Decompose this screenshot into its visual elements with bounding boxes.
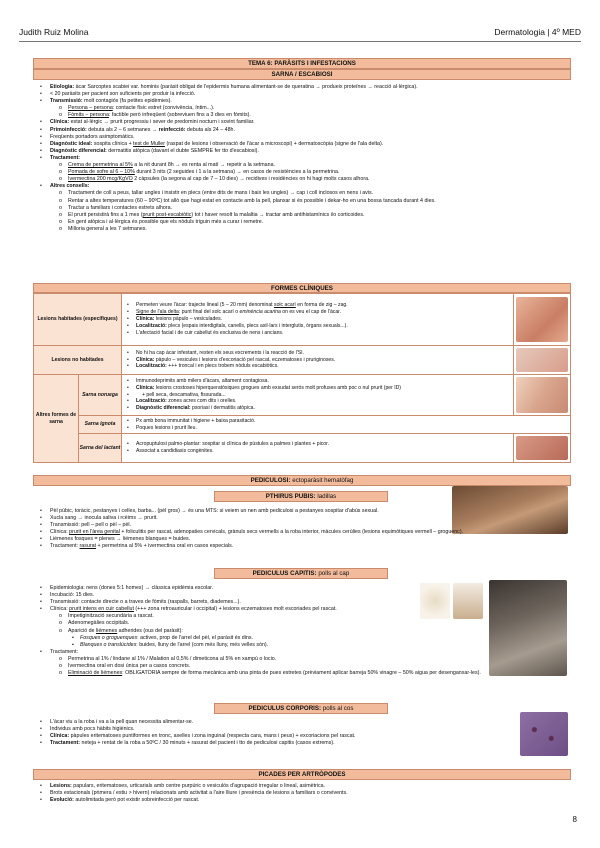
list-item: o El prurit persistirà fins a 1 mes (prurit post-escabiòtic) tot i haver resolt la malaltia → tractar amb antihistamínics i/o corticoides. — [40, 212, 560, 219]
list-item: • Transmissió: molt contagiós (fa petites epidèmies). — [40, 98, 560, 105]
table-row: Sarna del lactant • Acropuptulosi palmo-plantar: sospitar si clínica de pústules a palmes i plantes + picor. • Associat a candidiasis congènites. — [34, 434, 571, 463]
list-item: • Etiologia: àcar Sarcoptes scabiei var. hominis (paràsit obligat de l'epidermis humana alimentant-se de queratina → produeix proteïnes → reacció al·lèrgica). — [40, 84, 560, 91]
page-number: 8 — [572, 815, 577, 824]
noruega-label: Sarna noruega — [79, 375, 122, 416]
sarna-list — [40, 84, 560, 233]
list-item: • Epidemiologia: nens (dones 5:1 homes) → clàssica epidèmia escolar. — [40, 585, 560, 592]
altres-label: Altres formes de sarna — [34, 375, 79, 463]
formes-title-bar — [33, 283, 571, 293]
list-item: o Ivermectina 200 mcg/KgVO 2 càpsules (la segona al cap de 7 – 10 dies) → recidives i residències on hi hagi molts casos alhora. — [40, 176, 560, 183]
list-item: • Clínica: prurit intens en cuir cabellut (+++ zona retroauricular i occipital) + lesions eczematoses molt escoriades pel rascat. — [40, 606, 560, 613]
list-item: • Tractament: — [40, 155, 560, 162]
formes-table — [33, 293, 571, 463]
list-item: • Lesions: papulars, eritematoses, urticarials amb centre purpúric o vesiculós d'agrupació irregular o lineal, asimètrica. — [40, 783, 560, 790]
tema-title-bar — [33, 58, 571, 69]
picades-title: PICADES PER ARTRÒPODES — [258, 771, 346, 778]
list-item: • Clínica: pàpules eritematoses puntiformes en tronc, axelles i zona inguinal (respecta cara, mans i peus) + excoriacions pel rascat. — [40, 733, 560, 740]
list-item: • Tractament: neteja + rentat de la roba a 50ºC / 30 minuts + rasurat del pacient i tto de pediculosi capitis (casos extrems). — [40, 740, 560, 747]
list-item: o Rentar a altes temperatures (60 – 90ºC) tot allò que hagi estat en contacte amb la pell, planxar si és possible i dekar-ho en una bossa tancada durant 4 dies. — [40, 198, 560, 205]
list-item: o Tractament de coll a peus, tallar ungles i insistir en plecs (entre dits de mans i baix les ungles) → cap i coll inclosos en nens i avis. — [40, 190, 560, 197]
list-item: • Incubació: 15 dies. — [40, 592, 560, 599]
list-item: • Clínica: prurit en l'àrea genital + foliculitis per rascat, adenopaties cervicals, grànuls secs vermells a la roba interior, màcules cerúlies (lesions equimòtiques vermell – groguenc). — [40, 529, 560, 536]
infant-scabies-photo — [516, 436, 568, 460]
list-item: ▪ Fosques o groguenques: actives, prop de l'arrel del pèl, el paràsit és dins. — [40, 635, 560, 642]
list-item: o Eliminació de liémenes: OBLIGATORIA sempre de forma mecànica amb una pinta de pues estretes (prèviament aplicar barreja 50% vinagre – 50% aigua per desenganxar-les). — [40, 670, 560, 677]
author-name: Judith Ruiz Molina — [19, 27, 89, 37]
pediculosi-title: PEDICULOSI: — [250, 477, 291, 484]
corporis-title-bar: PEDICULUS CORPORIS: polls al cos — [214, 703, 388, 714]
corporis-list — [40, 719, 560, 747]
sarna-title-bar — [33, 69, 571, 80]
picades-title-bar — [33, 769, 571, 780]
list-item: • Brots estacionals (primera / estiu > hivern) relacionats amb activitat a l'aire lliure i presència de lesions a familiars o convivents. — [40, 790, 560, 797]
pthirus-title-bar: PTHIRUS PUBIS: ladillas — [214, 491, 388, 502]
scabies-nodules-photo — [516, 348, 568, 372]
list-item: • Xucla sang → inocula saliva i rcèims → prurit. — [40, 515, 560, 522]
page-header — [19, 27, 581, 41]
sarna-title: SARNA / ESCABIOSI — [271, 71, 333, 78]
norwegian-scabies-hand-photo — [516, 377, 568, 413]
table-row: Sarna ignota • Px amb bona immunitat i higiene + baixa parasitació. • Poques lesions i prurit lleu. — [34, 416, 571, 434]
list-item: • Transmissió: contacte directe o a traves de fòmits (raspalls, barrets, diademes...). — [40, 599, 560, 606]
list-item: o Aparició de liémenes adherides (ous del paràsit): — [40, 628, 560, 635]
list-item: • Freqüents portadors asimptomàtics. — [40, 134, 560, 141]
list-item: • Evolució: autolimitada però pot existir sobreinfecció per rascat. — [40, 797, 560, 804]
list-item: • Diagnòstic diferencial: dermatitis atòpica (davant el dubte SEMPRE fer tto d'escabiosi). — [40, 148, 560, 155]
table-row: Lesions no habitades • No hi ha cap àcar infestant, resten els seus excrements i la reacció de l'SI. • Clínica: pàpulo – vesicules i lesions d'excoriació pel rascat, eczematoses i pruriginoses. • Localització: +++ troncal i en plecs trobem nòduls escabiòtics. — [34, 346, 571, 375]
tema-title: TEMA 6: PARÀSITS I INFESTACIONS — [248, 60, 356, 67]
table-row: Lesions habitades (específiques) • Permeten veure l'àcar: trajecte lineal (5 – 20 mm) denominat solc acarí en forma de zig – zag. • Signe de l'ala delta: punt final del solc acarí o eminència acarina on es veu el cap de l'àcar. • Clínica: lesions pàpulo – vesiculades. • Localització: plecs (espais interdigitals, canells, plecs axil·lars i interglutis, òrgans sexuals...). • L'afectació facial i de cuir cabellut és exclusiva de nens i ancians. — [34, 294, 571, 346]
list-item: o Adenomegàlies occipitals. — [40, 620, 560, 627]
list-item: o Tractar a familiars i contactes estrets alhora. — [40, 205, 560, 212]
list-item: • Transmissió: pell – pell o pèl – pèl. — [40, 522, 560, 529]
course-name: Dermatologia | 4º MED — [494, 27, 581, 37]
capitis-list — [40, 585, 560, 677]
list-item: • < 20 paràsits per pacient son suficients per produir la infecció. — [40, 91, 560, 98]
list-item: • Altres consells: — [40, 183, 560, 190]
scabies-wrist-photo — [516, 297, 568, 342]
list-item: o En gent atòpica i al·lèrgica és possible que els nòduls triguin més a curar i remetre. — [40, 219, 560, 226]
picades-list — [40, 783, 560, 804]
list-item: • Diagnòstic ideal: sospita clínica + test de Muller (raspat de lesions i observació de l'àcar a microscopi) + dermatoscòpia (signe de l'ala delta). — [40, 141, 560, 148]
list-item: ▪ Blanques o translúcides: buides, lluny de l'arrel (com més lluny, més velles són). — [40, 642, 560, 649]
pthirus-list — [40, 508, 560, 551]
list-item: o Permetrina al 1% / lindane al 1% / Malation al 0,5% / dimeticona al 5% en xampú o locio. — [40, 656, 560, 663]
list-item: o Pomada de sofre al 6 – 10% durant 3 nits (2 seguides i 1 a la setmana) → en casos de resistències a la permetrina. — [40, 169, 560, 176]
list-item: o Persona – persona: contacte físic estret (convivència, íntim...). — [40, 105, 560, 112]
table-row: Altres formes de sarna Sarna noruega • Immunodeprimits amb milers d'àcars, altament contagiosa. • Clínica: lesions crostoses hiperqueratòsiques grogues amb exsudat serós molt profuses amb poc o nul prurit (per ID) • + pell seca, descamativa, fissurada... • Localització: zones acres com dits i orelles. • Diagnòstic diferencial: psoriasi i dermatitis atòpica. — [34, 375, 571, 416]
formes-title: FORMES CLÍNIQUES — [271, 285, 333, 292]
list-item: • Individus amb pocs hàbits higiènics. — [40, 726, 560, 733]
list-item: • L'àcar viu a la roba i va a la pell quan necessita alimentar-se. — [40, 719, 560, 726]
header-rule — [19, 41, 581, 42]
capitis-title-bar: PEDICULUS CAPITIS: polls al cap — [214, 568, 388, 579]
habitades-label: Lesions habitades (específiques) — [34, 294, 122, 346]
ignota-label: Sarna ignota — [79, 416, 122, 434]
no-habitades-label: Lesions no habitades — [34, 346, 122, 375]
list-item: • Tractament: rasurat + permetrina al 5% + ivermectina oral en casos especials. — [40, 543, 560, 550]
list-item: o Milloria general a les 7 setmanes. — [40, 226, 560, 233]
pediculosi-title-bar: PEDICULOSI: ectoparàsit hematòfag — [33, 475, 571, 486]
list-item: • Pèl púbic, toràcic, pestanyes i celles, barba... (pèl gros) → és una MTS: si veiem un nen amb pediculosi a pestanyes sospitar d'abús sexual. — [40, 508, 560, 515]
list-item: o Crema de permetrina al 5% a la nit durant 8h → es renta al matí → repetir a la setmana. — [40, 162, 560, 169]
list-item: o Ivermectina oral en dosi única per a casos concrets. — [40, 663, 560, 670]
list-item: o Impetiginització secundària a rascat. — [40, 613, 560, 620]
list-item: • Clínica: estat al·lèrgic → prurit progressiu i sever de predomini nocturn i sovint familiar. — [40, 119, 560, 126]
list-item: o Fòmits – persona: factible però infreqüent (sobreviuen fins a 3 dies en fòmits). — [40, 112, 560, 119]
list-item: • Liémenes fosques = plenes → liémenes blanques = buides. — [40, 536, 560, 543]
list-item: • Tractament: — [40, 649, 560, 656]
lactant-label: Sarna del lactant — [79, 434, 122, 463]
list-item: • Primoinfecció: debuta als 2 – 6 setmanes → reinfecció: debuta als 24 – 48h. — [40, 127, 560, 134]
